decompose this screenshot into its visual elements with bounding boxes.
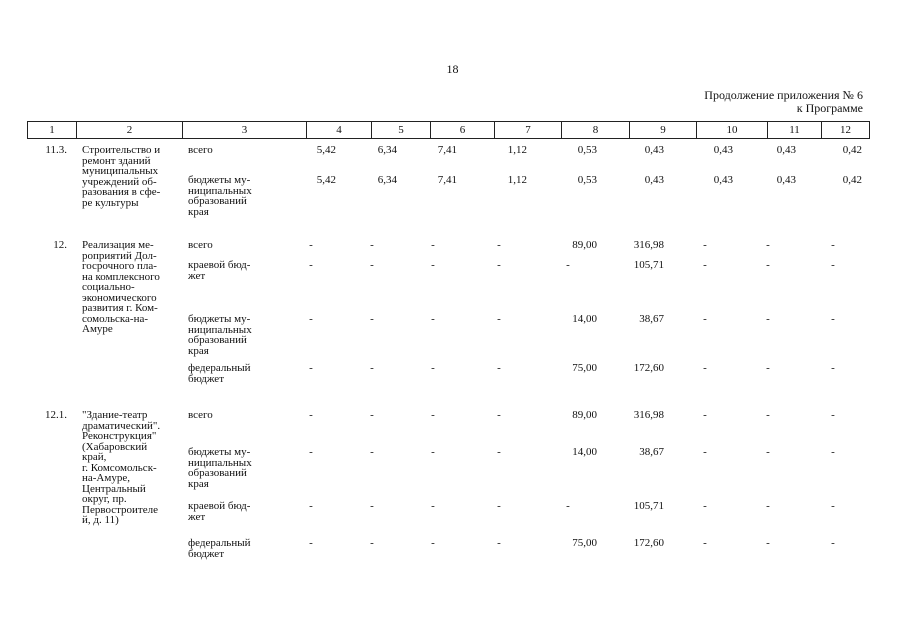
table-cell: 0,53 (577, 174, 597, 186)
table-cell: - (370, 446, 374, 458)
table-cell: - (309, 239, 313, 251)
table-cell: - (497, 446, 501, 458)
table-cell: 0,42 (842, 174, 862, 186)
table-cell: - (497, 537, 501, 549)
table-cell: - (497, 500, 501, 512)
table-cell: 105,71 (633, 259, 664, 271)
measure-name: Реализация ме- роприятий Дол- госрочного пла- на комплексного социально- экономического развития г. Ком- сомольска-на- Амуре (82, 239, 160, 335)
column-header-10: 10 (697, 122, 768, 139)
funding-source: бюджеты му- ниципальных образований края (188, 174, 252, 218)
table-cell: 0,43 (776, 174, 796, 186)
continuation-line-1: Продолжение приложения № 6 (704, 88, 863, 102)
table-cell: 0,43 (776, 144, 796, 156)
table-cell: 1,12 (507, 174, 527, 186)
continuation-note (704, 89, 863, 115)
table-cell: - (831, 239, 835, 251)
table-cell: - (766, 362, 770, 374)
table-cell: 316,98 (633, 409, 664, 421)
table-cell: - (370, 500, 374, 512)
column-header-4: 4 (307, 122, 372, 139)
table-cell: - (309, 409, 313, 421)
table-cell: 105,71 (633, 500, 664, 512)
table-cell: 7,41 (437, 174, 457, 186)
table-cell: 0,43 (644, 144, 664, 156)
funding-source: всего (188, 144, 213, 156)
table-cell: - (497, 409, 501, 421)
column-header-11: 11 (768, 122, 822, 139)
table-cell: - (566, 500, 570, 512)
table-cell: 89,00 (572, 239, 597, 251)
table-cell: - (370, 537, 374, 549)
table-cell: - (431, 537, 435, 549)
table-cell: 0,43 (644, 174, 664, 186)
table-cell: 5,42 (316, 144, 336, 156)
table-cell: - (431, 362, 435, 374)
table-cell: 75,00 (572, 537, 597, 549)
column-header-12: 12 (822, 122, 870, 139)
row-code: 12. (53, 239, 67, 251)
table-cell: - (431, 239, 435, 251)
table-cell: - (703, 362, 707, 374)
table-cell: - (703, 313, 707, 325)
table-cell: - (766, 409, 770, 421)
table-cell: 0,43 (713, 174, 733, 186)
row-code: 12.1. (45, 409, 67, 421)
table-cell: - (370, 362, 374, 374)
column-header-5: 5 (372, 122, 431, 139)
table-cell: - (703, 500, 707, 512)
table-cell: - (431, 409, 435, 421)
funding-source: федеральный бюджет (188, 537, 251, 560)
table-cell: - (309, 313, 313, 325)
table-cell: - (703, 239, 707, 251)
table-cell: - (703, 259, 707, 271)
table-cell: 75,00 (572, 362, 597, 374)
table-cell: 38,67 (639, 313, 664, 325)
table-cell: - (497, 313, 501, 325)
table-cell: 89,00 (572, 409, 597, 421)
table-cell: 172,60 (633, 537, 664, 549)
table-cell: - (309, 362, 313, 374)
table-cell: - (566, 259, 570, 271)
table-cell: - (370, 313, 374, 325)
table-cell: 6,34 (377, 144, 397, 156)
table-cell: - (831, 362, 835, 374)
table-cell: - (431, 259, 435, 271)
table-cell: - (497, 362, 501, 374)
table-cell: - (370, 409, 374, 421)
table-cell: 0,53 (577, 144, 597, 156)
table-cell: - (309, 500, 313, 512)
funding-source: всего (188, 409, 213, 421)
table-cell: 0,43 (713, 144, 733, 156)
funding-source: краевой бюд- жет (188, 500, 251, 523)
funding-source: бюджеты му- ниципальных образований края (188, 446, 252, 490)
funding-source: всего (188, 239, 213, 251)
table-cell: - (497, 259, 501, 271)
table-cell: 14,00 (572, 313, 597, 325)
table-cell: - (831, 500, 835, 512)
table-cell: - (370, 259, 374, 271)
funding-source: бюджеты му- ниципальных образований края (188, 313, 252, 357)
table-cell: 7,41 (437, 144, 457, 156)
column-header-2: 2 (77, 122, 183, 139)
table-cell: - (831, 537, 835, 549)
table-cell: - (431, 313, 435, 325)
table-cell: - (831, 313, 835, 325)
table-cell: - (766, 446, 770, 458)
measure-name: "Здание-театр драматический". Реконструкция" (Хабаровский край, г. Комсомольск- на-Амуре, Центральный округ, пр. Первостроителе й, д. 11) (82, 409, 161, 526)
table-cell: 316,98 (633, 239, 664, 251)
table-cell: - (431, 446, 435, 458)
table-cell: - (831, 259, 835, 271)
table-cell: 5,42 (316, 174, 336, 186)
column-header-3: 3 (183, 122, 307, 139)
table-cell: 172,60 (633, 362, 664, 374)
measure-name: Строительство и ремонт зданий муниципальных учреждений об- разования в сфе- ре культуры (82, 144, 161, 209)
table-cell: 6,34 (377, 174, 397, 186)
column-header-7: 7 (495, 122, 562, 139)
table-cell: - (309, 537, 313, 549)
table-cell: 14,00 (572, 446, 597, 458)
table-cell: - (766, 259, 770, 271)
table-cell: - (703, 537, 707, 549)
table-cell: - (766, 313, 770, 325)
row-code: 11.3. (45, 144, 67, 156)
table-cell: - (766, 500, 770, 512)
column-header-6: 6 (431, 122, 495, 139)
funding-source: краевой бюд- жет (188, 259, 251, 282)
table-cell: - (703, 446, 707, 458)
table-cell: - (703, 409, 707, 421)
table-cell: 1,12 (507, 144, 527, 156)
table-cell: - (309, 259, 313, 271)
table-cell: - (370, 239, 374, 251)
table-cell: - (309, 446, 313, 458)
table-cell: - (431, 500, 435, 512)
table-cell: - (831, 409, 835, 421)
column-header-1: 1 (28, 122, 77, 139)
page-number: 18 (446, 62, 459, 76)
table-cell: - (766, 537, 770, 549)
continuation-line-2: к Программе (796, 101, 863, 115)
table-cell: - (766, 239, 770, 251)
table-cell: - (497, 239, 501, 251)
table-header (27, 121, 870, 139)
table-cell: - (831, 446, 835, 458)
column-header-9: 9 (630, 122, 697, 139)
column-header-8: 8 (562, 122, 630, 139)
funding-source: федеральный бюджет (188, 362, 251, 385)
table-cell: 38,67 (639, 446, 664, 458)
table-cell: 0,42 (842, 144, 862, 156)
